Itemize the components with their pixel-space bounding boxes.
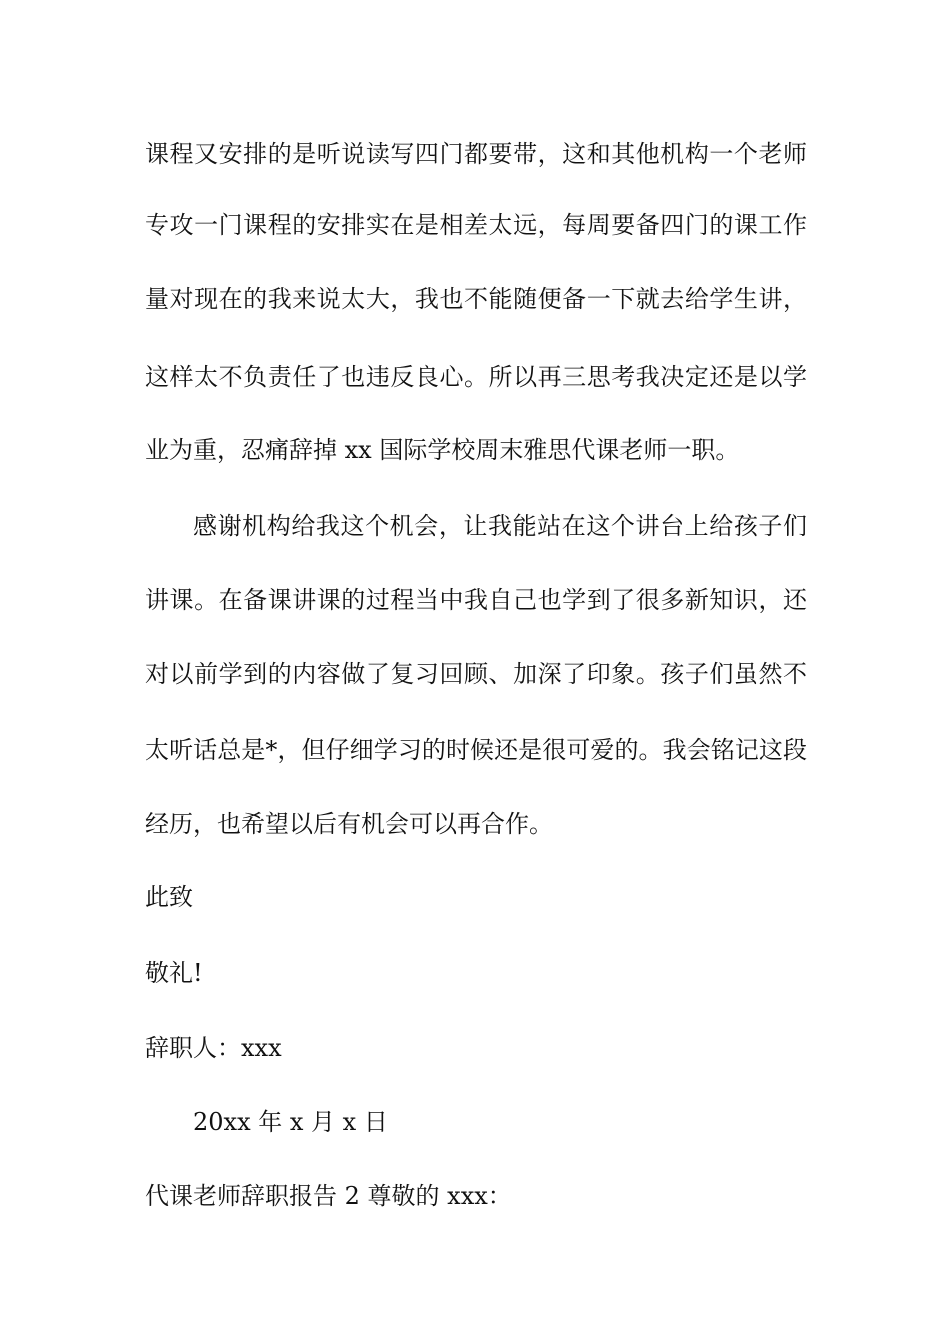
date-text: 20xx 年 x 月 x 日 <box>193 1108 388 1136</box>
paragraph-2-line-4: 太听话总是*，但仔细学习的时候还是很可爱的。我会铭记这段 <box>145 736 807 764</box>
paragraph-2-line-2: 讲课。在备课讲课的过程当中我自己也学到了很多新知识，还 <box>145 586 807 614</box>
paragraph-1-line-2: 专攻一门课程的安排实在是相差太远，每周要备四门的课工作 <box>145 211 807 239</box>
paragraph-2-line-5: 经历，也希望以后有机会可以再合作。 <box>145 810 553 838</box>
paragraph-2-line-1: 感谢机构给我这个机会，让我能站在这个讲台上给孩子们 <box>193 512 807 540</box>
salutation-text: 敬礼! <box>145 959 203 987</box>
paragraph-1-line-3: 量对现在的我来说太大，我也不能随便备一下就去给学生讲， <box>145 285 807 313</box>
signer-text: 辞职人：xxx <box>145 1034 282 1062</box>
paragraph-1-line-1: 课程又安排的是听说读写四门都要带，这和其他机构一个老师 <box>145 140 807 168</box>
paragraph-1-line-5: 业为重，忍痛辞掉 xx 国际学校周末雅思代课老师一职。 <box>145 436 740 464</box>
next-section-heading: 代课老师辞职报告 2 尊敬的 xxx： <box>145 1182 512 1210</box>
closing-text: 此致 <box>145 883 193 911</box>
paragraph-1-line-4: 这样太不负责任了也违反良心。所以再三思考我决定还是以学 <box>145 363 807 391</box>
paragraph-2-line-3: 对以前学到的内容做了复习回顾、加深了印象。孩子们虽然不 <box>145 660 807 688</box>
